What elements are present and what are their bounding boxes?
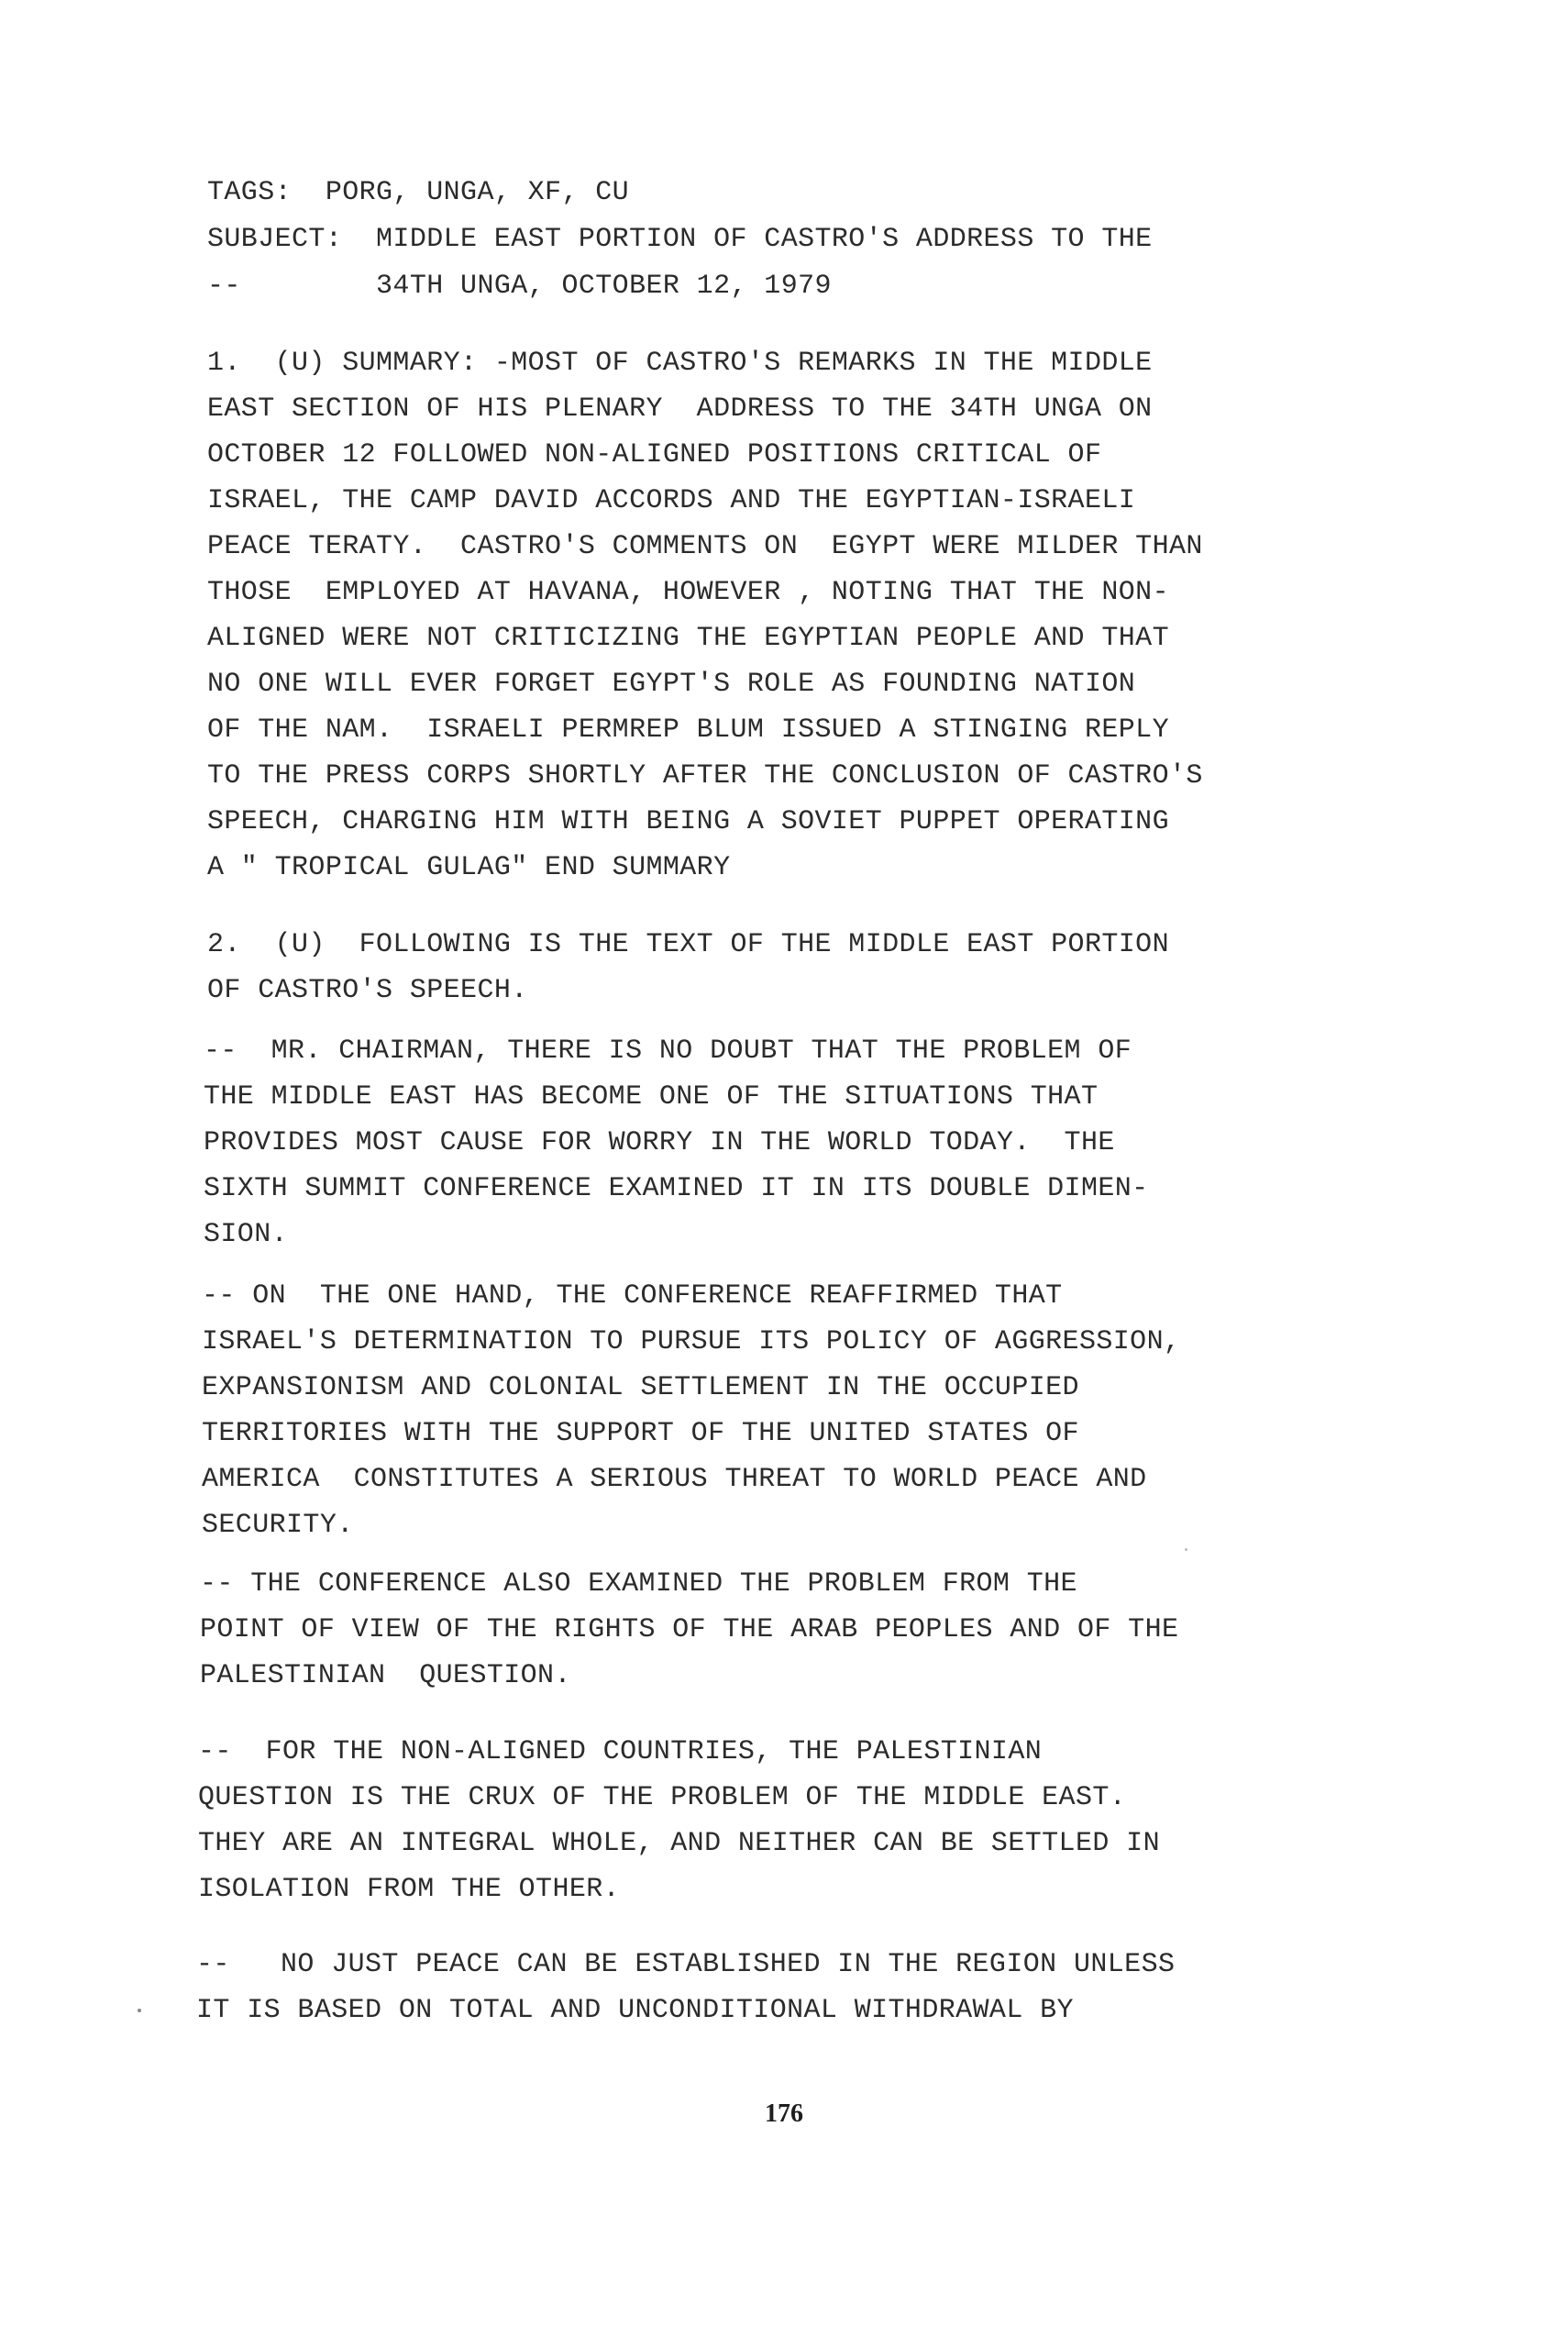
text-line: THOSE EMPLOYED AT HAVANA, HOWEVER , NOTING THAT THE NON- <box>207 577 1169 608</box>
text-line: SION. <box>204 1219 289 1250</box>
tags-line: TAGS: PORG, UNGA, XF, CU <box>207 177 630 208</box>
text-line: -- NO JUST PEACE CAN BE ESTABLISHED IN THE REGION UNLESS <box>196 1949 1176 1980</box>
text-line: IT IS BASED ON TOTAL AND UNCONDITIONAL WITHDRAWAL BY <box>196 1995 1074 2026</box>
text-line: EXPANSIONISM AND COLONIAL SETTLEMENT IN THE OCCUPIED <box>202 1372 1079 1403</box>
subject-continuation: -- 34TH UNGA, OCTOBER 12, 1979 <box>207 271 832 302</box>
text-line: OCTOBER 12 FOLLOWED NON-ALIGNED POSITIONS CRITICAL OF <box>207 439 1102 471</box>
text-line: ISOLATION FROM THE OTHER. <box>198 1874 621 1905</box>
subject-line: SUBJECT: MIDDLE EAST PORTION OF CASTRO'S ADDRESS TO THE <box>207 224 1153 255</box>
text-line: 1. (U) SUMMARY: -MOST OF CASTRO'S REMARKS IN THE MIDDLE <box>207 348 1153 379</box>
scan-speck <box>1185 1548 1187 1551</box>
text-line: PROVIDES MOST CAUSE FOR WORRY IN THE WORLD TODAY. THE <box>204 1127 1115 1158</box>
text-line: PEACE TERATY. CASTRO'S COMMENTS ON EGYPT WERE MILDER THAN <box>207 531 1203 562</box>
scan-speck <box>138 2009 141 2012</box>
text-line: TERRITORIES WITH THE SUPPORT OF THE UNITED STATES OF <box>202 1418 1079 1449</box>
text-line: ALIGNED WERE NOT CRITICIZING THE EGYPTIAN PEOPLE AND THAT <box>207 623 1169 654</box>
page-number: 176 <box>765 2099 803 2128</box>
text-line: THEY ARE AN INTEGRAL WHOLE, AND NEITHER CAN BE SETTLED IN <box>198 1828 1160 1859</box>
text-line: -- FOR THE NON-ALIGNED COUNTRIES, THE PALESTINIAN <box>198 1736 1043 1767</box>
text-line: 2. (U) FOLLOWING IS THE TEXT OF THE MIDDLE EAST PORTION <box>207 929 1169 960</box>
text-line: A " TROPICAL GULAG" END SUMMARY <box>207 852 731 883</box>
text-line: TO THE PRESS CORPS SHORTLY AFTER THE CONCLUSION OF CASTRO'S <box>207 760 1203 792</box>
text-line: QUESTION IS THE CRUX OF THE PROBLEM OF THE MIDDLE EAST. <box>198 1782 1127 1813</box>
text-line: EAST SECTION OF HIS PLENARY ADDRESS TO THE 34TH UNGA ON <box>207 393 1153 425</box>
text-line: -- THE CONFERENCE ALSO EXAMINED THE PROBLEM FROM THE <box>200 1568 1077 1600</box>
text-line: ISRAEL, THE CAMP DAVID ACCORDS AND THE EGYPTIAN-ISRAELI <box>207 485 1136 516</box>
text-line: THE MIDDLE EAST HAS BECOME ONE OF THE SITUATIONS THAT <box>204 1081 1099 1113</box>
text-line: SECURITY. <box>202 1510 354 1541</box>
text-line: POINT OF VIEW OF THE RIGHTS OF THE ARAB PEOPLES AND OF THE <box>200 1614 1179 1645</box>
text-line: OF CASTRO'S SPEECH. <box>207 975 528 1006</box>
text-line: SPEECH, CHARGING HIM WITH BEING A SOVIET PUPPET OPERATING <box>207 806 1169 837</box>
text-line: -- ON THE ONE HAND, THE CONFERENCE REAFFIRMED THAT <box>202 1280 1063 1312</box>
text-line: SIXTH SUMMIT CONFERENCE EXAMINED IT IN ITS DOUBLE DIMEN- <box>204 1173 1149 1204</box>
text-line: AMERICA CONSTITUTES A SERIOUS THREAT TO WORLD PEACE AND <box>202 1464 1147 1495</box>
text-line: ISRAEL'S DETERMINATION TO PURSUE ITS POLICY OF AGGRESSION, <box>202 1326 1181 1357</box>
text-line: PALESTINIAN QUESTION. <box>200 1660 571 1691</box>
text-line: NO ONE WILL EVER FORGET EGYPT'S ROLE AS FOUNDING NATION <box>207 669 1136 700</box>
text-line: OF THE NAM. ISRAELI PERMREP BLUM ISSUED A STINGING REPLY <box>207 714 1169 746</box>
text-line: -- MR. CHAIRMAN, THERE IS NO DOUBT THAT THE PROBLEM OF <box>204 1036 1132 1067</box>
